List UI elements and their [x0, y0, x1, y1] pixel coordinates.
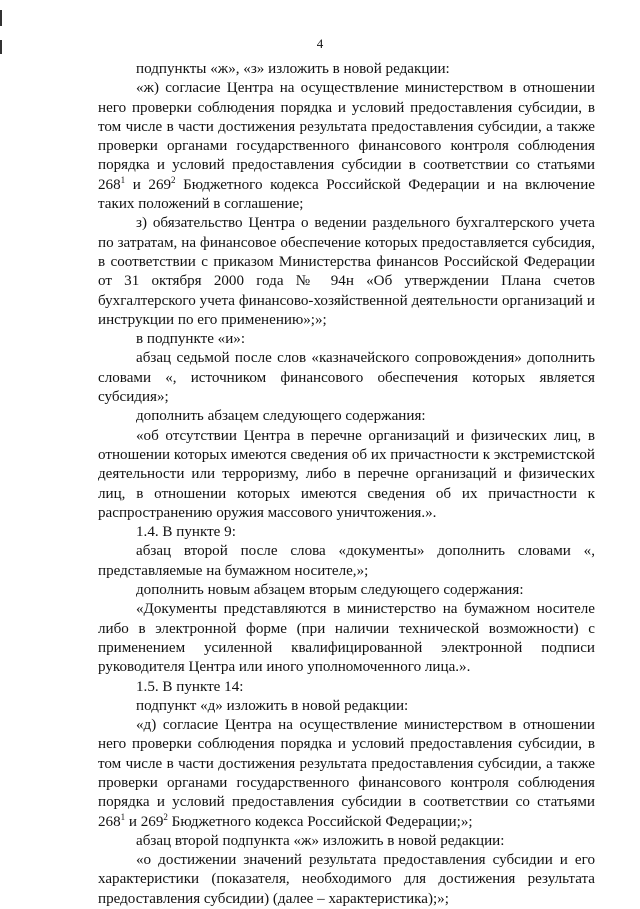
- paragraph: абзац второй подпункта «ж» изложить в новой редакции:: [136, 832, 505, 849]
- paragraph-text: и 269: [125, 176, 172, 193]
- paragraph: [98, 716, 595, 832]
- paragraph: «о достижении значений результата предоставления субсидии и его характеристики (показателя, необходимого для достижения результата предоставления субсидии) (далее – характеристика);»;: [98, 852, 595, 907]
- paragraph: подпункт «д» изложить в новой редакции:: [136, 697, 409, 714]
- paragraph: «Документы представляются в министерство на бумажном носителе либо в электронной форме (при наличии технической возможности) с применением усиленной квалифицированной электронной подписи руководителя Центра или иного уполномоченного лица.».: [98, 601, 595, 676]
- paragraph: абзац седьмой после слов «казначейского сопровождения» дополнить словами «, источником финансового обеспечения которых является субсидия»;: [98, 350, 595, 406]
- paragraph: дополнить абзацем следующего содержания:: [136, 408, 426, 425]
- paragraph-text: «д) согласие Центра на осуществление министерством в отношении него проверки соблюдения порядка и условий предоставления субсидии, в том числе в части достижения результата предоставления субсидии, а также проверки органами государственного финансового контроля соблюдения порядка и условий предоставления субсидии в соответствии со статьями 268: [98, 717, 595, 830]
- page-number: 4: [316, 36, 324, 51]
- paragraph: [98, 79, 595, 214]
- paragraph: з) обязательство Центра о ведении раздельного бухгалтерского учета по затратам, на финансовое обеспечение которых предоставляется субсидия, в соответствии с приказом Министерства финансов Российской Федерации от 31 октября 2000 года № 94н «Об утверждении Плана счетов бухгалтерского учета финансово-хозяйственной деятельности организаций и инструкции по его применению»;»;: [98, 215, 595, 328]
- superscript: 1: [120, 811, 126, 822]
- paragraph: в подпункте «и»:: [136, 331, 246, 348]
- paragraph: 1.5. В пункте 14:: [136, 678, 244, 695]
- paragraph: подпункты «ж», «з» изложить в новой редакции:: [136, 61, 450, 77]
- superscript: 1: [120, 174, 126, 185]
- superscript: 2: [171, 174, 176, 185]
- superscript: 2: [163, 811, 168, 822]
- paragraph: абзац второй после слова «документы» дополнить словами «, представляемые на бумажном носителе,»;: [98, 543, 595, 579]
- paragraph-text: и 269: [125, 813, 164, 830]
- paragraph-text: Бюджетного кодекса Российской Федерации и на включение таких положений в соглашение;: [98, 176, 595, 213]
- document-body: [98, 60, 595, 909]
- paragraph: дополнить новым абзацем вторым следующего содержания:: [136, 582, 524, 599]
- paragraph-text: «ж) согласие Центра на осуществление министерством в отношении него проверки соблюдения порядка и условий предоставления субсидии, в том числе в части достижения результата предоставления субсидии, а также проверки органами государственного финансового контроля соблюдения порядка и условий предоставления субсидии в соответствии со статьями 268: [98, 80, 595, 193]
- scan-edge-mark: [0, 10, 2, 26]
- paragraph: «об отсутствии Центра в перечне организаций и физических лиц, в отношении которых имеются сведения об их причастности к экстремистской деятельности или терроризму, либо в перечне организаций и физических лиц, в отношении которых имеются сведения об их причастности к распространению оружия массового уничтожения.».: [98, 427, 595, 521]
- paragraph: 1.4. В пункте 9:: [136, 524, 236, 541]
- paragraph-text: Бюджетного кодекса Российской Федерации;»;: [167, 813, 473, 830]
